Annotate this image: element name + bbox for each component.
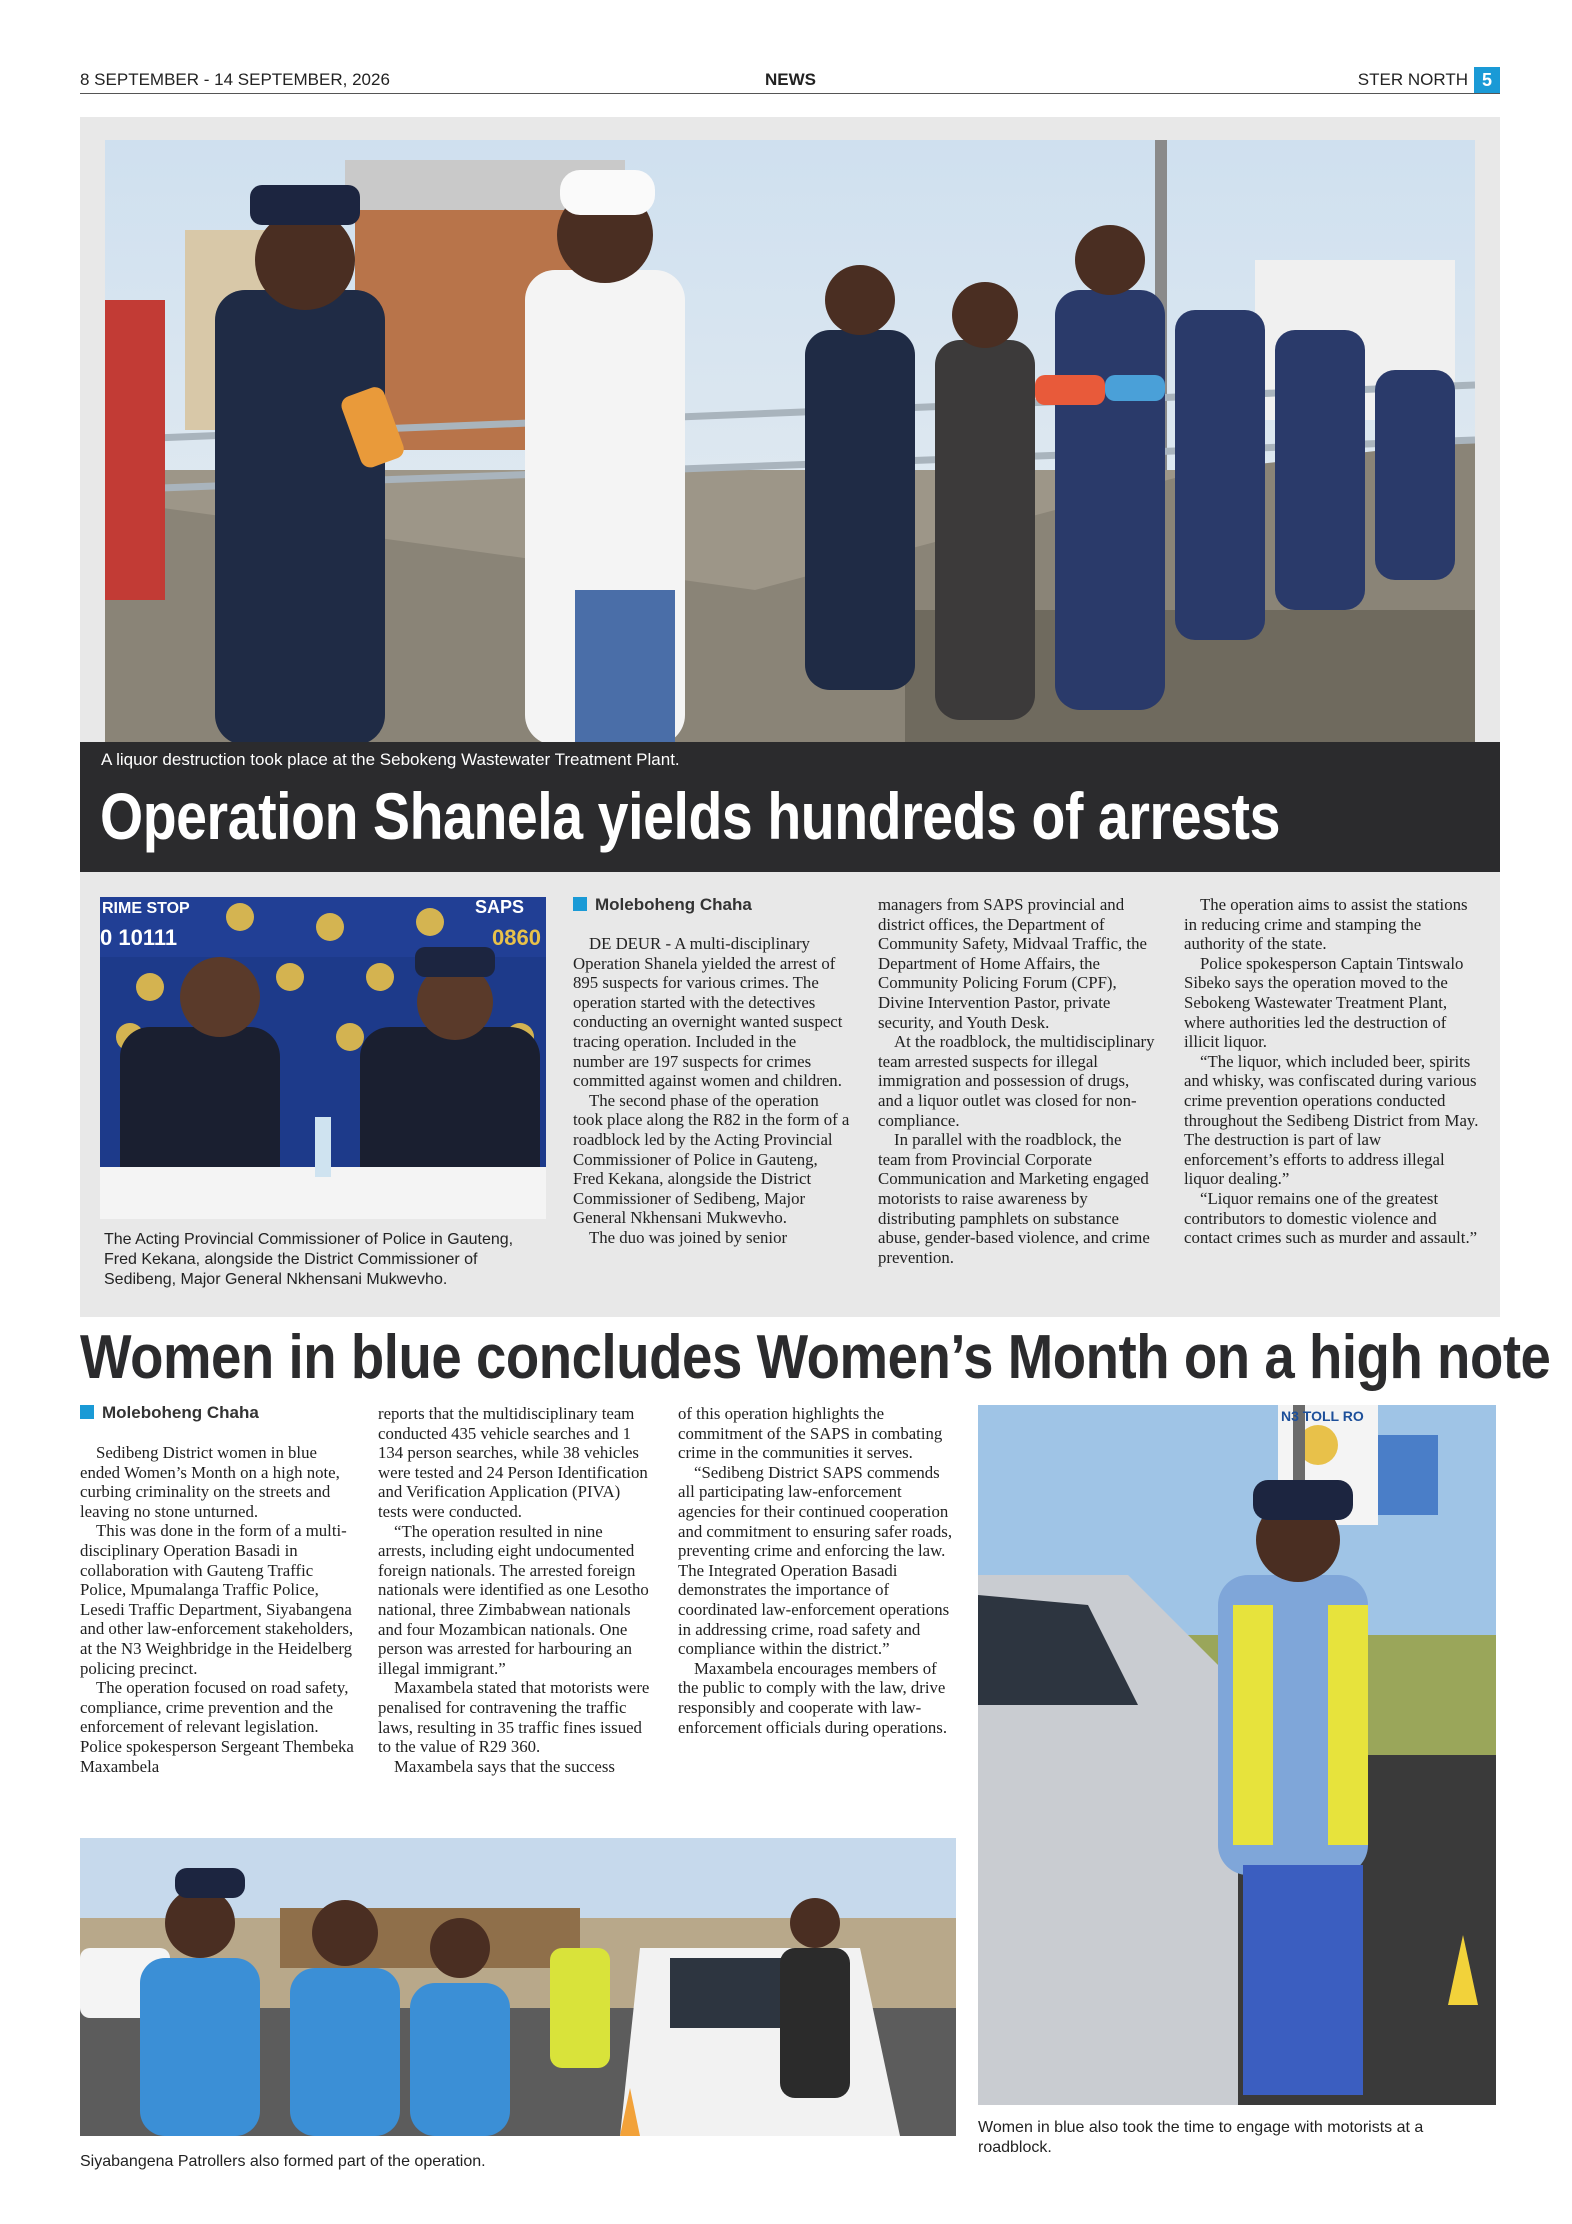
commissioners-photo [100, 897, 546, 1219]
story2-column-1 [80, 1443, 356, 1776]
story1-column-2 [878, 895, 1155, 1267]
story1-byline [573, 895, 752, 915]
paragraph: In parallel with the roadblock, the team from Provincial Corporate Communication and Marketing engaged motorists to raise awareness by distributing pamphlets on substance abuse, gender-based violence, and crime prevention. [878, 1130, 1150, 1267]
liquor-destruction-photo [105, 140, 1475, 745]
publication-name: STER NORTH [1357, 70, 1468, 89]
inset-caption: The Acting Provincial Commissioner of Police in Gauteng, Fred Kekana, alongside the District Commissioner of Sedibeng, Major General Nkhensani Mukwevho. [104, 1231, 514, 1288]
story2-byline [80, 1403, 259, 1423]
paragraph: “Liquor remains one of the greatest contributors to domestic violence and contact crimes such as murder and assault.” [1184, 1188, 1478, 1248]
paragraph: reports that the multidisciplinary team conducted 435 vehicle searches and 1 134 person searches, while 38 vehicles were tested and 24 Person Identification and Verification Application (PIVA) tests were conducted. [378, 1404, 648, 1521]
patrollers-photo [80, 1838, 956, 2136]
paragraph: The second phase of the operation took place along the R82 in the form of a roadblock led by the Acting Provincial Commissioner of Police in Gauteng, Fred Kekana, alongside the District Commissioner of Sedibeng, Major General Nkhensani Mukwevho. [573, 1090, 850, 1228]
byline-marker [80, 1405, 94, 1419]
paragraph: Maxambela stated that motorists were penalised for contravening the traffic laws, resulting in 35 traffic fines issued to the value of R29 360. [378, 1678, 650, 1757]
byline-name: Moleboheng Chaha [102, 1403, 259, 1422]
issue-date: 8 SEPTEMBER - 14 SEPTEMBER, 2026 [80, 70, 390, 89]
saps-number: 0860 [492, 925, 541, 950]
header-rule [80, 93, 1500, 94]
paragraph: The operation focused on road safety, compliance, crime prevention and the enforcement of relevant legislation. Police spokesperson Sergeant Thembeka Maxambela [80, 1678, 354, 1776]
bottom-photo-caption: Siyabangena Patrollers also formed part of the operation. [80, 2153, 486, 2170]
story2-column-2 [378, 1404, 654, 1776]
paragraph: “The liquor, which included beer, spirits and whisky, was confiscated during various crime prevention operations conducted throughout the Sedibeng District from May. The destruction is part of law enforcement’s efforts to address illegal liquor dealing.” [1184, 1051, 1479, 1189]
paragraph: At the roadblock, the multidisciplinary team arrested suspects for illegal immigration and possession of drugs, and a liquor outlet was closed for non-compliance. [878, 1032, 1155, 1130]
paragraph: Police spokesperson Captain Tintswalo Sibeko says the operation moved to the Sebokeng Wastewater Treatment Plant, where authorities led the destruction of illicit liquor. [1184, 953, 1464, 1052]
paragraph: “Sedibeng District SAPS commends all participating law-enforcement agencies for their continued cooperation and commitment to ensuring safer roads, preventing crime and enforcing the law. The Integrated Operation Basadi demonstrates the importance of coordinated law-enforcement operations in addressing crime, road safety and compliance within the district.” [678, 1462, 953, 1659]
paragraph: Maxambela encourages members of the public to comply with the law, drive responsibly and cooperate with law-enforcement officials during operations. [678, 1658, 948, 1737]
section-label: NEWS [765, 70, 816, 89]
saps-sign: SAPS [475, 897, 525, 917]
crime-stop-number: 0 10111 [100, 925, 178, 950]
page-number: 5 [1474, 67, 1500, 93]
roadblock-officer-photo [978, 1405, 1496, 2105]
toll-sign-text: N3 TOLL RO [1281, 1408, 1364, 1424]
crime-stop-sign: RIME STOP [102, 900, 190, 917]
paragraph: This was done in the form of a multi-disciplinary Operation Basadi in collaboration with Gauteng Traffic Police, Mpumalanga Traffic Police, Lesedi Traffic Department, Siyabangena and other law-enforcement stakeholders, at the N3 Weighbridge in the Heidelberg policing precinct. [80, 1521, 354, 1678]
byline-marker [573, 897, 587, 911]
paragraph: Sedibeng District women in blue ended Women’s Month on a high note, curbing criminality on the streets and leaving no stone unturned. [80, 1443, 340, 1521]
paragraph: The operation aims to assist the stations in reducing crime and stamping the authority of the state. [1184, 895, 1468, 954]
paragraph: DE DEUR - A multi-disciplinary Operation Shanela yielded the arrest of 895 suspects for various crimes. The operation started with the detectives conducting an overnight wanted suspect tracing operation. Included in the number are 197 suspects for crimes committed against women and children. [573, 934, 843, 1091]
byline-name: Moleboheng Chaha [595, 895, 752, 914]
story1-column-3 [1184, 895, 1480, 1248]
paragraph: of this operation highlights the commitment of the SAPS in combating crime in the communities it serves. [678, 1404, 943, 1463]
right-photo-caption: Women in blue also took the time to engage with motorists at a roadblock. [978, 2119, 1424, 2156]
story1-column-1 [573, 934, 850, 1248]
paragraph: The duo was joined by senior [589, 1227, 788, 1247]
story1-headline: Operation Shanela yields hundreds of arrests [100, 779, 1280, 853]
paragraph: Maxambela says that the success [394, 1756, 615, 1776]
story2-column-3 [678, 1404, 956, 1737]
story2-headline: Women in blue concludes Women’s Month on a high note [80, 1323, 1551, 1392]
paragraph: “The operation resulted in nine arrests, including eight undocumented foreign nationals. The arrested foreign nationals were identified as one Lesotho national, three Zimbabwean nationals and four Mozambican nationals. One person was arrested for harbouring an illegal immigrant.” [378, 1521, 649, 1678]
paragraph: managers from SAPS provincial and district offices, the Department of Community Safety, Midvaal Traffic, the Department of Home Affairs, the Community Policing Forum (CPF), Divine Intervention Pastor, private security, and Youth Desk. [878, 895, 1147, 1032]
main-photo-caption: A liquor destruction took place at the Sebokeng Wastewater Treatment Plant. [80, 742, 1500, 774]
